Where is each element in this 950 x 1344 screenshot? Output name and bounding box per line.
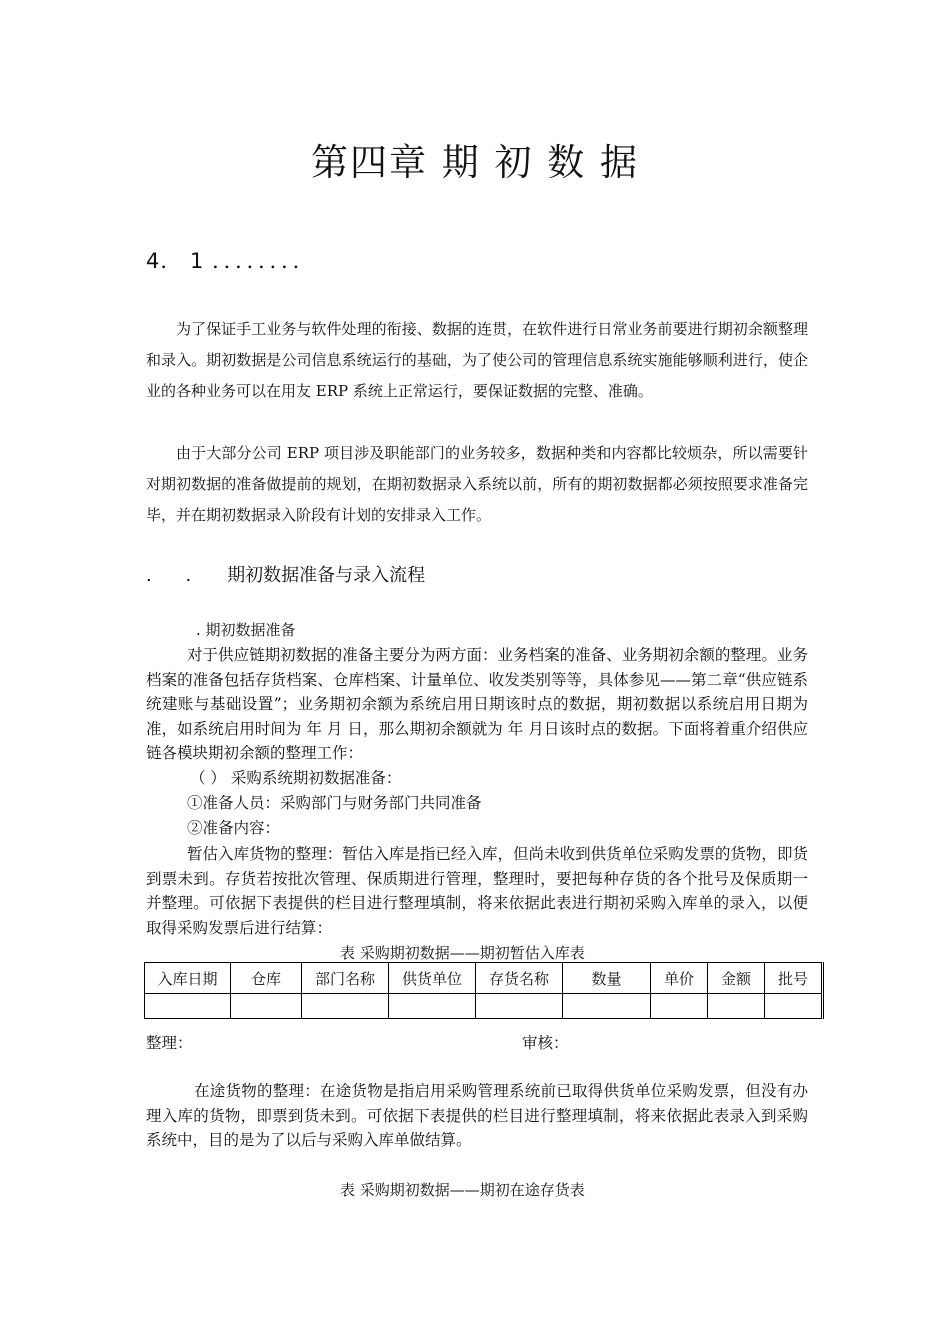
- table-cell: [302, 994, 389, 1019]
- purchase-system-item: （ ） 采购系统期初数据准备：: [190, 769, 402, 787]
- provisional-receipt-table: [144, 962, 824, 1019]
- table2-caption: 表 采购期初数据——期初在途存货表: [340, 1181, 585, 1199]
- table-cell: [708, 994, 765, 1019]
- sign-organizer: 整理：: [146, 1034, 193, 1052]
- table-row: [145, 994, 823, 1019]
- table-header-row: [145, 963, 823, 994]
- intro-paragraph-2: 由于大部分公司 ERP 项目涉及职能部门的业务较多，数据种类和内容都比较烦杂，所以需要针对期初数据的准备做提前的规划，在期初数据录入系统以前，所有的期初数据都必须按照要求准备完毕，并在期初数据录入阶段有计划的安排录入工作。: [146, 444, 808, 524]
- table-cell: [231, 994, 302, 1019]
- table-header-cell: 数量: [563, 963, 651, 994]
- table-header-cell: 单价: [651, 963, 708, 994]
- section-heading-4-1: 4． 1 ．．．．．．．．: [146, 249, 315, 273]
- table1-caption: 表 采购期初数据——期初暂估入库表: [340, 944, 585, 962]
- table-cell: [563, 994, 651, 1019]
- chapter-title: 第四章 期 初 数 据: [310, 141, 640, 184]
- table-cell: [651, 994, 708, 1019]
- provisional-receipt-paragraph: 暂估入库货物的整理：暂估入库是指已经入库，但尚未收到供货单位采购发票的货物，即货到票未到。存货若按批次管理、保质期进行管理，整理时，要把每种存货的各个批号及保质期一并整理。可依据下表提供的栏目进行整理填制，将来依据此表进行期初采购入库单的录入，以便取得采购发票后进行结算：: [146, 845, 808, 937]
- supply-chain-paragraph: 对于供应链期初数据的准备主要分为两方面：业务档案的准备、业务期初余额的整理。业务档案的准备包括存货档案、仓库档案、计量单位、收发类别等等，具体参见——第二章“供应链系统建账与基础设置”；业务期初余额为系统启用日期该时点的数据，期初数据以系统启用日期为准，如系统启用时间为 年 月 日，那么期初余额就为 年 月日该时点的数据。下面将着重介绍供应链各模块期初余额的整理工作：: [146, 646, 808, 762]
- subsection-heading: [146, 561, 425, 587]
- table-header-cell: 入库日期: [145, 963, 231, 994]
- table-cell: [145, 994, 231, 1019]
- sub-subsection-heading: . 期初数据准备: [196, 621, 296, 639]
- table-cell: [476, 994, 563, 1019]
- table-header-cell: 金额: [708, 963, 765, 994]
- table-header-cell: 存货名称: [476, 963, 563, 994]
- table-cell: [389, 994, 476, 1019]
- table-header-cell: 部门名称: [302, 963, 389, 994]
- heading-text: 期初数据准备与录入流程: [227, 565, 426, 586]
- heading-number-dots: . .: [146, 565, 206, 586]
- preparer-item: ①准备人员：采购部门与财务部门共同准备: [187, 794, 482, 812]
- sign-reviewer: 审核：: [522, 1034, 569, 1052]
- table-header-cell: 供货单位: [389, 963, 476, 994]
- in-transit-paragraph: 在途货物的整理：在途货物是指启用采购管理系统前已取得供货单位采购发票，但没有办理入库的货物，即票到货未到。可依据下表提供的栏目进行整理填制，将来依据此表录入到采购系统中，目的是为了以后与采购入库单做结算。: [146, 1082, 808, 1149]
- intro-paragraph-1: 为了保证手工业务与软件处理的衔接、数据的连贯，在软件进行日常业务前要进行期初余额整理和录入。期初数据是公司信息系统运行的基础，为了使公司的管理信息系统实施能够顺利进行，使企业的各种业务可以在用友 ERP 系统上正常运行，要保证数据的完整、准确。: [146, 320, 808, 400]
- table-header-cell: 批号: [765, 963, 823, 994]
- content-item: ②准备内容：: [187, 819, 281, 837]
- table-cell: [765, 994, 823, 1019]
- table-header-cell: 仓库: [231, 963, 302, 994]
